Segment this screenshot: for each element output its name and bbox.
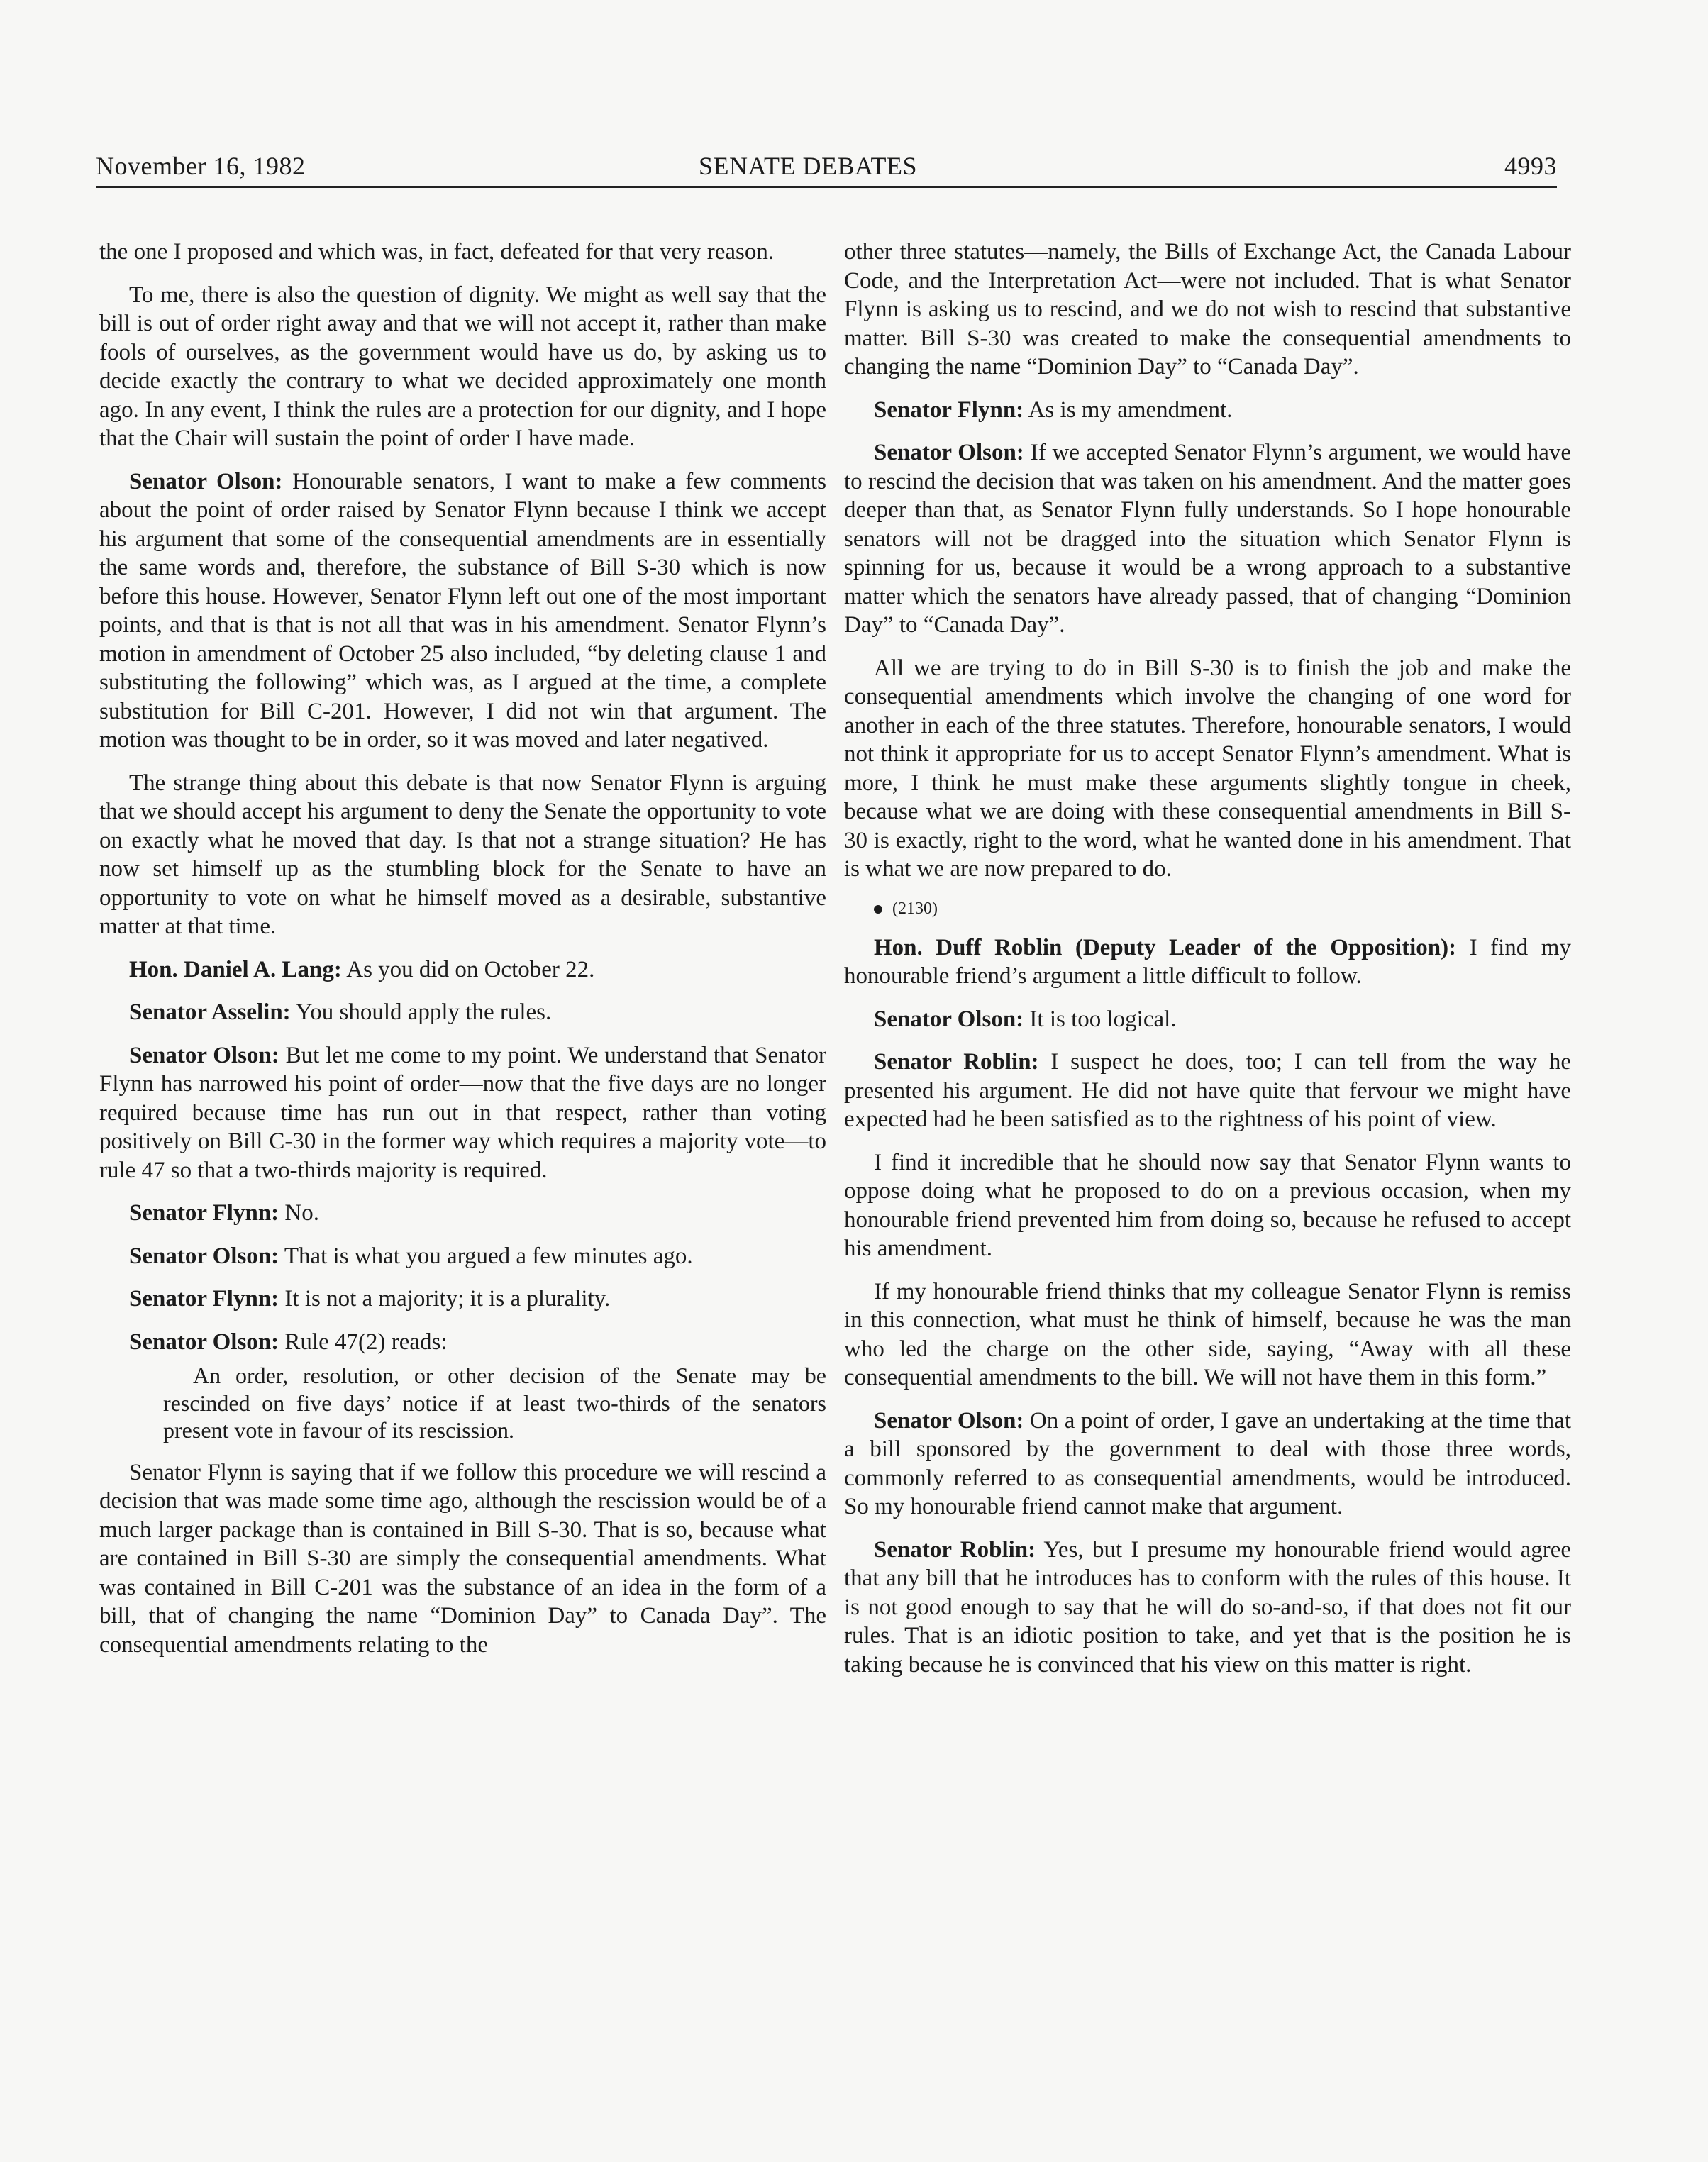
speech: [844, 396, 1571, 425]
speaker-name: Senator Flynn:: [874, 397, 1024, 423]
paragraph: To me, there is also the question of dignity. We might as well say that the bill is out of order right away and that we will not accept it, rather than make fools of ourselves, as the government would have us do, by asking us to decide exactly the contrary to what we decided approximately one month ago. In any event, I think the rules are a protection for our dignity, and I hope that the Chair will sustain the point of order I have made.: [99, 282, 826, 451]
speaker-name: Senator Olson:: [874, 1006, 1024, 1032]
paragraph: other three statutes—namely, the Bills of Exchange Act, the Canada Labour Code, and the Interpretation Act—were not included. That is what Senator Flynn is asking us to rescind, and we do not wish to rescind that substantive matter. Bill S-30 was created to make the consequential amendments to changing the name “Dominion Day” to “Canada Day”.: [844, 239, 1571, 379]
speaker-name: Senator Flynn:: [129, 1286, 279, 1312]
speech-text: It is not a majority; it is a plurality.: [279, 1286, 611, 1312]
speech-text: I suspect he does, too; I can tell from the way he presented his argument. He did not have quite that fervour we might have expected had he been satisfied as to the rightness of his point of view.: [844, 1049, 1571, 1132]
speech: [99, 1199, 826, 1228]
paragraph: The strange thing about this debate is that now Senator Flynn is arguing that we should accept his argument to deny the Senate the opportunity to vote on exactly what he moved that day. Is that not a strange situation? He has now set himself up as the stumbling block for the Senate to have an opportunity to vote on what he himself moved as a desirable, substantive matter at that time.: [99, 770, 826, 939]
speech: [99, 955, 826, 985]
speech: [844, 1407, 1571, 1521]
speaker-name: Senator Olson:: [874, 1407, 1024, 1434]
speech: [844, 1536, 1571, 1680]
speech-text: On a point of order, I gave an undertaking at the time that a bill sponsored by the government to deal with those three words, commonly referred to as consequential amendments, would be introduced. So my honourable friend cannot make that argument.: [844, 1407, 1571, 1519]
speaker-name: Senator Olson:: [129, 468, 283, 494]
page-header: [96, 150, 1557, 188]
speech: [844, 1005, 1571, 1034]
speaker-name: Senator Olson:: [129, 1042, 279, 1068]
paragraph: the one I proposed and which was, in fact, defeated for that very reason.: [99, 239, 775, 265]
speech-text: Honourable senators, I want to make a few comments about the point of order raised by Senator Flynn because I think we accept his argument that some of the consequential amendments are in essentially the same words and, therefore, the substance of Bill S-30 which is now before this house. However, Senator Flynn left out one of the most important points, and that is that is not all that was in his amendment. Senator Flynn’s motion in amendment of October 25 also included, “by deleting clause 1 and substituting the following” which was, as I argued at the time, a complete substitution for Bill C-201. However, I did not win that argument. The motion was thought to be in order, so it was moved and later negatived.: [99, 468, 826, 753]
paragraph: If my honourable friend thinks that my colleague Senator Flynn is remiss in this connection, what must he think of himself, because he was the man who led the charge on the other side, saying, “Away with all these consequential amendments to the bill. We will not have them in this form.”: [844, 1278, 1571, 1390]
speech-text: But let me come to my point. We understand that Senator Flynn has narrowed his point of order—now that the five days are no longer required because time has run out in that respect, rather than voting positively on Bill C-30 in the former way which requires a majority vote—to rule 47 so that a two-thirds majority is required.: [99, 1042, 826, 1183]
paragraph: All we are trying to do in Bill S-30 is to finish the job and make the consequential amendments which involve the changing of one word for another in each of the three statutes. Therefore, honourable senators, I would not think it appropriate for us to accept Senator Flynn’s amendment. What is more, I think he must make these arguments slightly tongue in cheek, because what we are doing with these consequential amendments in Bill S-30 is exactly, right to the word, what he wanted done in his amendment. That is what we are now prepared to do.: [844, 655, 1571, 882]
quote-text: An order, resolution, or other decision of the Senate may be rescinded on five days’ notice if at least two-thirds of the senators present vote in favour of its rescission.: [163, 1363, 826, 1443]
speaker-name: Senator Roblin:: [874, 1536, 1036, 1563]
speech-text: If we accepted Senator Flynn’s argument, we would have to rescind the decision that was taken on his amendment. And the matter goes deeper than that, as Senator Flynn fully understands. So I hope honourable senators will not be dragged into the situation which Senator Flynn is spinning for us, because it would be a wrong approach to a substantive matter which the senators have already passed, that of changing “Dominion Day” to “Canada Day”.: [844, 440, 1572, 638]
speech-text: Rule 47(2) reads:: [279, 1329, 448, 1355]
time-marker-text: (2130): [892, 899, 938, 918]
speech-text: Yes, but I presume my honourable friend would agree that any bill that he introduces has to conform with the rules of this house. It is not good enough to say that he will do so-and-so, if that does not fit our rules. That is an idiotic position to take, and yet that is the position he is taking because he is convinced that his view on this matter is right.: [844, 1536, 1571, 1678]
speaker-name: Senator Olson:: [129, 1329, 279, 1355]
speech-text: I find my honourable friend’s argument a little difficult to follow.: [844, 934, 1571, 989]
speech: [99, 467, 826, 755]
speech: [99, 1285, 826, 1314]
speech-text: No.: [279, 1200, 320, 1226]
speaker-name: Senator Olson:: [874, 440, 1024, 465]
paragraph: I find it incredible that he should now say that Senator Flynn wants to oppose doing what he proposed to do on a previous occasion, when my honourable friend prevented him from doing so, because he refused to accept his amendment.: [844, 1149, 1571, 1261]
header-date: November 16, 1982: [96, 152, 306, 180]
speech: [844, 1048, 1571, 1134]
paragraph: Senator Flynn is saying that if we follow this procedure we will rescind a decision that was made some time ago, although the rescission would be of a much larger package than is contained in Bill S-30. That is so, because what are contained in Bill S-30 are simply the consequential amendments. What was contained in Bill C-201 was the substance of an idea in the form of a bill, that of changing the name “Dominion Day” to Canada Day”. The consequential amendments relating to the: [99, 1459, 826, 1658]
left-column: [99, 238, 826, 1673]
speaker-name: Senator Olson:: [129, 1243, 279, 1269]
speaker-name: Hon. Daniel A. Lang:: [129, 956, 342, 982]
speech: [99, 998, 826, 1027]
speech: [99, 1328, 826, 1357]
speech-text: As you did on October 22.: [341, 956, 595, 982]
time-marker: [844, 898, 1571, 919]
speech-text: As is my amendment.: [1024, 397, 1233, 423]
bullet-icon: [874, 905, 882, 914]
rule-quote: [163, 1362, 826, 1444]
speech-text: You should apply the rules.: [290, 999, 552, 1025]
speaker-name: Hon. Duff Roblin (Deputy Leader of the Opposition):: [874, 934, 1457, 960]
speech: [99, 1242, 826, 1271]
speech: [844, 438, 1571, 640]
speech: [844, 933, 1571, 991]
speech: [99, 1041, 826, 1185]
speaker-name: Senator Flynn:: [129, 1200, 279, 1226]
header-title: SENATE DEBATES: [699, 152, 918, 180]
right-column: [844, 238, 1571, 1693]
speech-text: That is what you argued a few minutes ago.: [279, 1243, 693, 1269]
speaker-name: Senator Roblin:: [874, 1049, 1039, 1075]
speaker-name: Senator Asselin:: [129, 999, 291, 1025]
speech-text: It is too logical.: [1024, 1006, 1177, 1032]
header-page-number: 4993: [1504, 152, 1557, 180]
